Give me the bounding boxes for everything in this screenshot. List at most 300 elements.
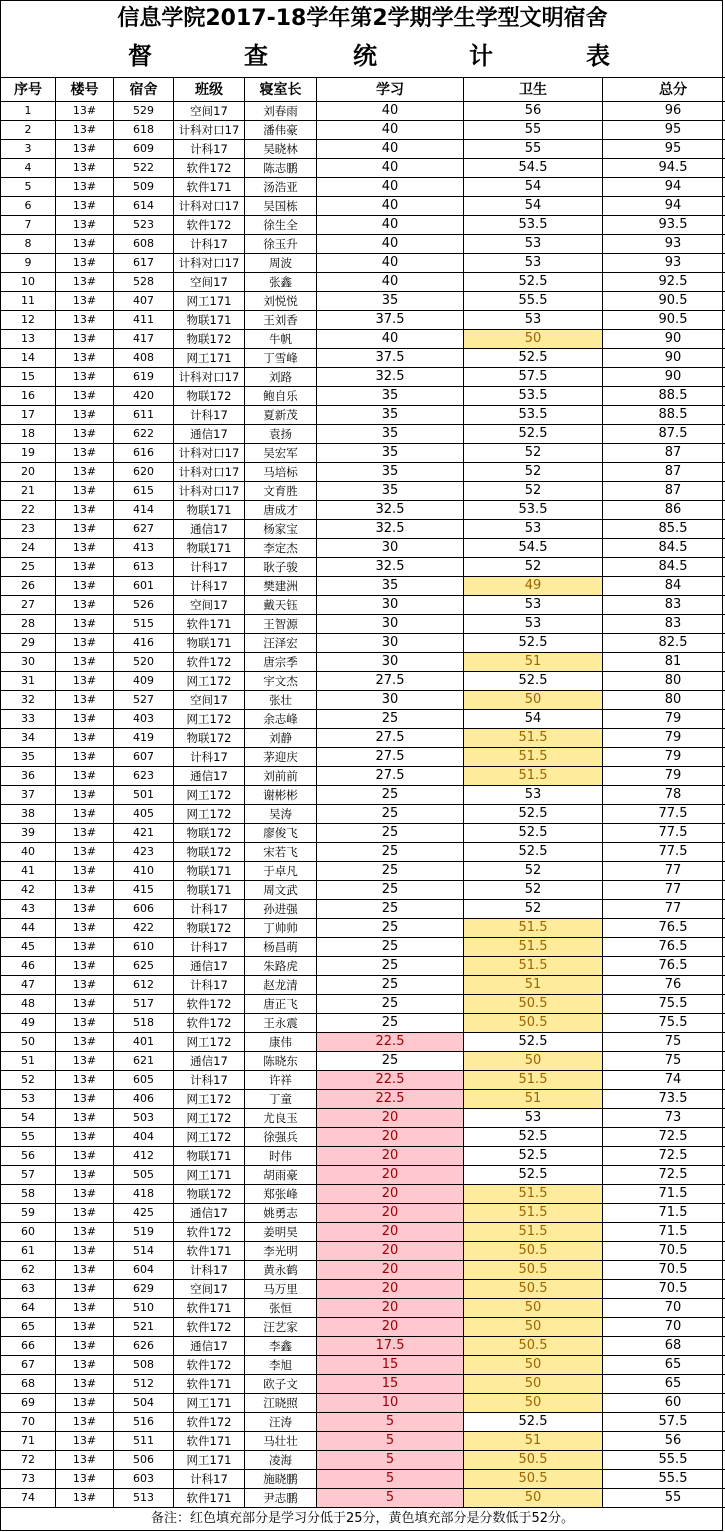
cell-total: 75.5 bbox=[603, 1014, 725, 1033]
cell-total: 84.5 bbox=[603, 539, 725, 558]
cell-total: 76.5 bbox=[603, 919, 725, 938]
cell-index: 57 bbox=[1, 1166, 56, 1185]
cell-total: 78 bbox=[603, 786, 725, 805]
cell-index: 29 bbox=[1, 634, 56, 653]
cell-building: 13# bbox=[56, 292, 114, 311]
cell-index: 12 bbox=[1, 311, 56, 330]
cell-building: 13# bbox=[56, 140, 114, 159]
cell-index: 34 bbox=[1, 729, 56, 748]
table-row bbox=[1, 748, 725, 767]
cell-dorm: 425 bbox=[114, 1204, 174, 1223]
cell-study: 20 bbox=[317, 1280, 464, 1299]
cell-leader: 王永震 bbox=[245, 1014, 317, 1033]
cell-total: 76.5 bbox=[603, 957, 725, 976]
table-row bbox=[1, 767, 725, 786]
table-row bbox=[1, 672, 725, 691]
cell-class: 物联171 bbox=[174, 501, 245, 520]
table-row bbox=[1, 1071, 725, 1090]
cell-building: 13# bbox=[56, 1375, 114, 1394]
cell-total: 93.5 bbox=[603, 216, 725, 235]
cell-dorm: 614 bbox=[114, 197, 174, 216]
cell-hygiene: 50.5 bbox=[464, 1280, 603, 1299]
cell-hygiene: 50.5 bbox=[464, 1337, 603, 1356]
cell-dorm: 616 bbox=[114, 444, 174, 463]
cell-study: 25 bbox=[317, 919, 464, 938]
cell-class: 物联172 bbox=[174, 387, 245, 406]
cell-total: 71.5 bbox=[603, 1185, 725, 1204]
table-row bbox=[1, 558, 725, 577]
cell-building: 13# bbox=[56, 425, 114, 444]
table-row bbox=[1, 140, 725, 159]
cell-study: 35 bbox=[317, 292, 464, 311]
cell-leader: 马万里 bbox=[245, 1280, 317, 1299]
cell-index: 5 bbox=[1, 178, 56, 197]
cell-total: 83 bbox=[603, 615, 725, 634]
cell-dorm: 609 bbox=[114, 140, 174, 159]
cell-study: 22.5 bbox=[317, 1090, 464, 1109]
cell-index: 32 bbox=[1, 691, 56, 710]
cell-building: 13# bbox=[56, 710, 114, 729]
cell-leader: 刘前前 bbox=[245, 767, 317, 786]
cell-leader: 吴宏军 bbox=[245, 444, 317, 463]
cell-dorm: 517 bbox=[114, 995, 174, 1014]
header-study: 学习 bbox=[317, 78, 464, 102]
cell-study: 25 bbox=[317, 957, 464, 976]
cell-index: 37 bbox=[1, 786, 56, 805]
cell-index: 68 bbox=[1, 1375, 56, 1394]
cell-index: 63 bbox=[1, 1280, 56, 1299]
page-title: 信息学院2017-18学年第2学期学生学型文明宿舍 bbox=[117, 6, 608, 31]
cell-building: 13# bbox=[56, 1033, 114, 1052]
cell-hygiene: 55 bbox=[464, 121, 603, 140]
cell-hygiene: 50 bbox=[464, 1318, 603, 1337]
cell-hygiene: 53.5 bbox=[464, 216, 603, 235]
cell-hygiene: 57.5 bbox=[464, 368, 603, 387]
cell-leader: 张壮 bbox=[245, 691, 317, 710]
table-row bbox=[1, 1147, 725, 1166]
table-row bbox=[1, 805, 725, 824]
cell-hygiene: 51 bbox=[464, 653, 603, 672]
table-row bbox=[1, 710, 725, 729]
cell-building: 13# bbox=[56, 330, 114, 349]
cell-index: 53 bbox=[1, 1090, 56, 1109]
cell-class: 计科17 bbox=[174, 235, 245, 254]
subtitle-char: 表 bbox=[586, 42, 610, 70]
cell-leader: 夏新茂 bbox=[245, 406, 317, 425]
cell-hygiene: 50.5 bbox=[464, 1242, 603, 1261]
cell-total: 74 bbox=[603, 1071, 725, 1090]
cell-index: 73 bbox=[1, 1470, 56, 1489]
cell-building: 13# bbox=[56, 444, 114, 463]
cell-dorm: 411 bbox=[114, 311, 174, 330]
cell-index: 42 bbox=[1, 881, 56, 900]
cell-dorm: 612 bbox=[114, 976, 174, 995]
cell-leader: 唐成才 bbox=[245, 501, 317, 520]
subtitle-char: 查 bbox=[244, 42, 268, 70]
cell-hygiene: 50 bbox=[464, 691, 603, 710]
cell-leader: 朱路虎 bbox=[245, 957, 317, 976]
cell-class: 软件172 bbox=[174, 995, 245, 1014]
cell-dorm: 412 bbox=[114, 1147, 174, 1166]
dorm-score-table bbox=[0, 77, 725, 1508]
cell-building: 13# bbox=[56, 1071, 114, 1090]
cell-study: 20 bbox=[317, 1109, 464, 1128]
cell-building: 13# bbox=[56, 1394, 114, 1413]
cell-dorm: 521 bbox=[114, 1318, 174, 1337]
cell-total: 81 bbox=[603, 653, 725, 672]
cell-study: 25 bbox=[317, 805, 464, 824]
cell-dorm: 506 bbox=[114, 1451, 174, 1470]
table-row bbox=[1, 1318, 725, 1337]
table-row bbox=[1, 178, 725, 197]
cell-index: 1 bbox=[1, 102, 56, 121]
cell-total: 80 bbox=[603, 691, 725, 710]
cell-study: 20 bbox=[317, 1166, 464, 1185]
cell-total: 94 bbox=[603, 197, 725, 216]
table-row bbox=[1, 1337, 725, 1356]
cell-building: 13# bbox=[56, 748, 114, 767]
cell-index: 58 bbox=[1, 1185, 56, 1204]
cell-class: 计科17 bbox=[174, 938, 245, 957]
cell-dorm: 519 bbox=[114, 1223, 174, 1242]
cell-leader: 宋若飞 bbox=[245, 843, 317, 862]
cell-total: 80 bbox=[603, 672, 725, 691]
cell-building: 13# bbox=[56, 1090, 114, 1109]
table-row bbox=[1, 1185, 725, 1204]
table-row bbox=[1, 995, 725, 1014]
cell-class: 软件172 bbox=[174, 216, 245, 235]
cell-class: 软件172 bbox=[174, 1356, 245, 1375]
cell-dorm: 610 bbox=[114, 938, 174, 957]
header-dorm: 宿舍 bbox=[114, 78, 174, 102]
cell-hygiene: 52.5 bbox=[464, 805, 603, 824]
cell-dorm: 419 bbox=[114, 729, 174, 748]
cell-class: 网工172 bbox=[174, 1033, 245, 1052]
cell-class: 计科17 bbox=[174, 748, 245, 767]
cell-building: 13# bbox=[56, 311, 114, 330]
cell-leader: 尤良玉 bbox=[245, 1109, 317, 1128]
cell-hygiene: 56 bbox=[464, 102, 603, 121]
cell-hygiene: 53 bbox=[464, 311, 603, 330]
cell-study: 40 bbox=[317, 254, 464, 273]
cell-index: 41 bbox=[1, 862, 56, 881]
cell-index: 28 bbox=[1, 615, 56, 634]
cell-study: 27.5 bbox=[317, 729, 464, 748]
cell-index: 43 bbox=[1, 900, 56, 919]
cell-hygiene: 50 bbox=[464, 1375, 603, 1394]
cell-class: 计科对口17 bbox=[174, 463, 245, 482]
cell-building: 13# bbox=[56, 691, 114, 710]
cell-total: 87.5 bbox=[603, 425, 725, 444]
cell-building: 13# bbox=[56, 653, 114, 672]
cell-leader: 汤浩亚 bbox=[245, 178, 317, 197]
cell-study: 37.5 bbox=[317, 349, 464, 368]
cell-total: 77 bbox=[603, 881, 725, 900]
cell-class: 计科17 bbox=[174, 406, 245, 425]
cell-hygiene: 51 bbox=[464, 1090, 603, 1109]
cell-building: 13# bbox=[56, 1280, 114, 1299]
cell-class: 物联171 bbox=[174, 634, 245, 653]
cell-hygiene: 50.5 bbox=[464, 1261, 603, 1280]
cell-hygiene: 50 bbox=[464, 1299, 603, 1318]
cell-class: 计科对口17 bbox=[174, 482, 245, 501]
cell-index: 59 bbox=[1, 1204, 56, 1223]
cell-dorm: 601 bbox=[114, 577, 174, 596]
cell-total: 82.5 bbox=[603, 634, 725, 653]
cell-hygiene: 53.5 bbox=[464, 501, 603, 520]
cell-building: 13# bbox=[56, 102, 114, 121]
cell-building: 13# bbox=[56, 558, 114, 577]
cell-index: 38 bbox=[1, 805, 56, 824]
table-row bbox=[1, 330, 725, 349]
table-row bbox=[1, 596, 725, 615]
cell-class: 物联172 bbox=[174, 843, 245, 862]
cell-study: 35 bbox=[317, 406, 464, 425]
cell-leader: 余志峰 bbox=[245, 710, 317, 729]
cell-total: 70.5 bbox=[603, 1242, 725, 1261]
cell-hygiene: 52 bbox=[464, 444, 603, 463]
cell-dorm: 522 bbox=[114, 159, 174, 178]
cell-total: 93 bbox=[603, 235, 725, 254]
cell-class: 物联171 bbox=[174, 881, 245, 900]
cell-class: 网工171 bbox=[174, 349, 245, 368]
cell-leader: 张鑫 bbox=[245, 273, 317, 292]
cell-dorm: 423 bbox=[114, 843, 174, 862]
cell-study: 30 bbox=[317, 653, 464, 672]
table-row bbox=[1, 691, 725, 710]
table-row bbox=[1, 1128, 725, 1147]
table-row bbox=[1, 862, 725, 881]
cell-dorm: 511 bbox=[114, 1432, 174, 1451]
cell-dorm: 622 bbox=[114, 425, 174, 444]
cell-leader: 黄永鹤 bbox=[245, 1261, 317, 1280]
cell-dorm: 626 bbox=[114, 1337, 174, 1356]
cell-total: 60 bbox=[603, 1394, 725, 1413]
table-row bbox=[1, 1299, 725, 1318]
cell-leader: 时伟 bbox=[245, 1147, 317, 1166]
table-row bbox=[1, 102, 725, 121]
cell-dorm: 416 bbox=[114, 634, 174, 653]
cell-study: 35 bbox=[317, 463, 464, 482]
cell-dorm: 604 bbox=[114, 1261, 174, 1280]
cell-hygiene: 52.5 bbox=[464, 843, 603, 862]
cell-leader: 樊建洲 bbox=[245, 577, 317, 596]
table-row bbox=[1, 976, 725, 995]
cell-hygiene: 53 bbox=[464, 235, 603, 254]
cell-hygiene: 51.5 bbox=[464, 919, 603, 938]
cell-leader: 杨家宝 bbox=[245, 520, 317, 539]
cell-total: 90 bbox=[603, 330, 725, 349]
cell-total: 75.5 bbox=[603, 995, 725, 1014]
cell-class: 软件172 bbox=[174, 1318, 245, 1337]
table-row bbox=[1, 729, 725, 748]
cell-leader: 谢彬彬 bbox=[245, 786, 317, 805]
cell-building: 13# bbox=[56, 1451, 114, 1470]
table-row bbox=[1, 1432, 725, 1451]
cell-leader: 丁雪峰 bbox=[245, 349, 317, 368]
cell-building: 13# bbox=[56, 1109, 114, 1128]
cell-study: 30 bbox=[317, 691, 464, 710]
cell-building: 13# bbox=[56, 995, 114, 1014]
table-row bbox=[1, 444, 725, 463]
cell-building: 13# bbox=[56, 539, 114, 558]
cell-index: 69 bbox=[1, 1394, 56, 1413]
cell-study: 10 bbox=[317, 1394, 464, 1413]
cell-study: 25 bbox=[317, 843, 464, 862]
cell-hygiene: 50.5 bbox=[464, 1451, 603, 1470]
cell-class: 软件171 bbox=[174, 1242, 245, 1261]
cell-study: 5 bbox=[317, 1432, 464, 1451]
cell-study: 22.5 bbox=[317, 1033, 464, 1052]
cell-index: 36 bbox=[1, 767, 56, 786]
cell-leader: 周波 bbox=[245, 254, 317, 273]
table-row bbox=[1, 216, 725, 235]
table-row bbox=[1, 786, 725, 805]
cell-study: 40 bbox=[317, 197, 464, 216]
cell-leader: 李鑫 bbox=[245, 1337, 317, 1356]
cell-study: 35 bbox=[317, 387, 464, 406]
cell-leader: 耿子骏 bbox=[245, 558, 317, 577]
cell-total: 72.5 bbox=[603, 1128, 725, 1147]
cell-index: 48 bbox=[1, 995, 56, 1014]
cell-study: 35 bbox=[317, 577, 464, 596]
cell-dorm: 418 bbox=[114, 1185, 174, 1204]
cell-study: 30 bbox=[317, 596, 464, 615]
header-hygiene: 卫生 bbox=[464, 78, 603, 102]
cell-hygiene: 54 bbox=[464, 178, 603, 197]
cell-building: 13# bbox=[56, 919, 114, 938]
cell-dorm: 417 bbox=[114, 330, 174, 349]
cell-total: 85.5 bbox=[603, 520, 725, 539]
cell-total: 90 bbox=[603, 368, 725, 387]
cell-study: 20 bbox=[317, 1242, 464, 1261]
cell-hygiene: 52 bbox=[464, 558, 603, 577]
cell-study: 20 bbox=[317, 1223, 464, 1242]
cell-building: 13# bbox=[56, 1432, 114, 1451]
cell-leader: 胡雨豪 bbox=[245, 1166, 317, 1185]
cell-class: 通信17 bbox=[174, 957, 245, 976]
cell-leader: 徐强兵 bbox=[245, 1128, 317, 1147]
cell-index: 66 bbox=[1, 1337, 56, 1356]
cell-study: 5 bbox=[317, 1489, 464, 1508]
table-row bbox=[1, 406, 725, 425]
cell-dorm: 407 bbox=[114, 292, 174, 311]
cell-class: 通信17 bbox=[174, 425, 245, 444]
cell-index: 11 bbox=[1, 292, 56, 311]
cell-dorm: 523 bbox=[114, 216, 174, 235]
cell-total: 92.5 bbox=[603, 273, 725, 292]
cell-hygiene: 51.5 bbox=[464, 748, 603, 767]
cell-building: 13# bbox=[56, 615, 114, 634]
cell-hygiene: 50.5 bbox=[464, 995, 603, 1014]
cell-dorm: 501 bbox=[114, 786, 174, 805]
cell-total: 70 bbox=[603, 1318, 725, 1337]
cell-index: 22 bbox=[1, 501, 56, 520]
cell-leader: 李旭 bbox=[245, 1356, 317, 1375]
table-row bbox=[1, 254, 725, 273]
cell-class: 物联172 bbox=[174, 919, 245, 938]
cell-building: 13# bbox=[56, 824, 114, 843]
cell-dorm: 404 bbox=[114, 1128, 174, 1147]
cell-class: 物联171 bbox=[174, 311, 245, 330]
cell-hygiene: 50 bbox=[464, 1489, 603, 1508]
cell-total: 72.5 bbox=[603, 1166, 725, 1185]
cell-building: 13# bbox=[56, 957, 114, 976]
cell-total: 57.5 bbox=[603, 1413, 725, 1432]
table-row bbox=[1, 1375, 725, 1394]
cell-class: 计科17 bbox=[174, 577, 245, 596]
cell-leader: 丁童 bbox=[245, 1090, 317, 1109]
cell-building: 13# bbox=[56, 482, 114, 501]
cell-index: 4 bbox=[1, 159, 56, 178]
cell-building: 13# bbox=[56, 520, 114, 539]
cell-building: 13# bbox=[56, 121, 114, 140]
cell-class: 计科17 bbox=[174, 140, 245, 159]
cell-hygiene: 52 bbox=[464, 463, 603, 482]
cell-study: 35 bbox=[317, 482, 464, 501]
cell-dorm: 410 bbox=[114, 862, 174, 881]
cell-class: 计科对口17 bbox=[174, 254, 245, 273]
cell-building: 13# bbox=[56, 767, 114, 786]
cell-study: 30 bbox=[317, 634, 464, 653]
cell-leader: 陈志鹏 bbox=[245, 159, 317, 178]
cell-total: 71.5 bbox=[603, 1223, 725, 1242]
cell-study: 25 bbox=[317, 900, 464, 919]
cell-hygiene: 55.5 bbox=[464, 292, 603, 311]
cell-study: 22.5 bbox=[317, 1071, 464, 1090]
cell-index: 61 bbox=[1, 1242, 56, 1261]
cell-building: 13# bbox=[56, 1014, 114, 1033]
cell-hygiene: 50 bbox=[464, 1052, 603, 1071]
cell-dorm: 613 bbox=[114, 558, 174, 577]
cell-index: 35 bbox=[1, 748, 56, 767]
cell-building: 13# bbox=[56, 273, 114, 292]
cell-building: 13# bbox=[56, 805, 114, 824]
cell-total: 68 bbox=[603, 1337, 725, 1356]
cell-index: 49 bbox=[1, 1014, 56, 1033]
cell-index: 31 bbox=[1, 672, 56, 691]
cell-dorm: 618 bbox=[114, 121, 174, 140]
cell-index: 51 bbox=[1, 1052, 56, 1071]
cell-class: 计科对口17 bbox=[174, 121, 245, 140]
cell-study: 40 bbox=[317, 140, 464, 159]
cell-index: 23 bbox=[1, 520, 56, 539]
table-row bbox=[1, 615, 725, 634]
cell-dorm: 505 bbox=[114, 1166, 174, 1185]
cell-study: 17.5 bbox=[317, 1337, 464, 1356]
cell-study: 5 bbox=[317, 1470, 464, 1489]
cell-index: 65 bbox=[1, 1318, 56, 1337]
cell-index: 25 bbox=[1, 558, 56, 577]
cell-total: 65 bbox=[603, 1375, 725, 1394]
cell-class: 软件172 bbox=[174, 1014, 245, 1033]
cell-index: 9 bbox=[1, 254, 56, 273]
cell-total: 84.5 bbox=[603, 558, 725, 577]
cell-leader: 杨昌萌 bbox=[245, 938, 317, 957]
cell-leader: 李定杰 bbox=[245, 539, 317, 558]
cell-building: 13# bbox=[56, 235, 114, 254]
cell-index: 47 bbox=[1, 976, 56, 995]
cell-study: 5 bbox=[317, 1451, 464, 1470]
table-row bbox=[1, 653, 725, 672]
cell-leader: 李光明 bbox=[245, 1242, 317, 1261]
cell-class: 物联172 bbox=[174, 330, 245, 349]
cell-building: 13# bbox=[56, 938, 114, 957]
cell-total: 93 bbox=[603, 254, 725, 273]
cell-total: 76 bbox=[603, 976, 725, 995]
cell-class: 通信17 bbox=[174, 1052, 245, 1071]
table-row bbox=[1, 1413, 725, 1432]
